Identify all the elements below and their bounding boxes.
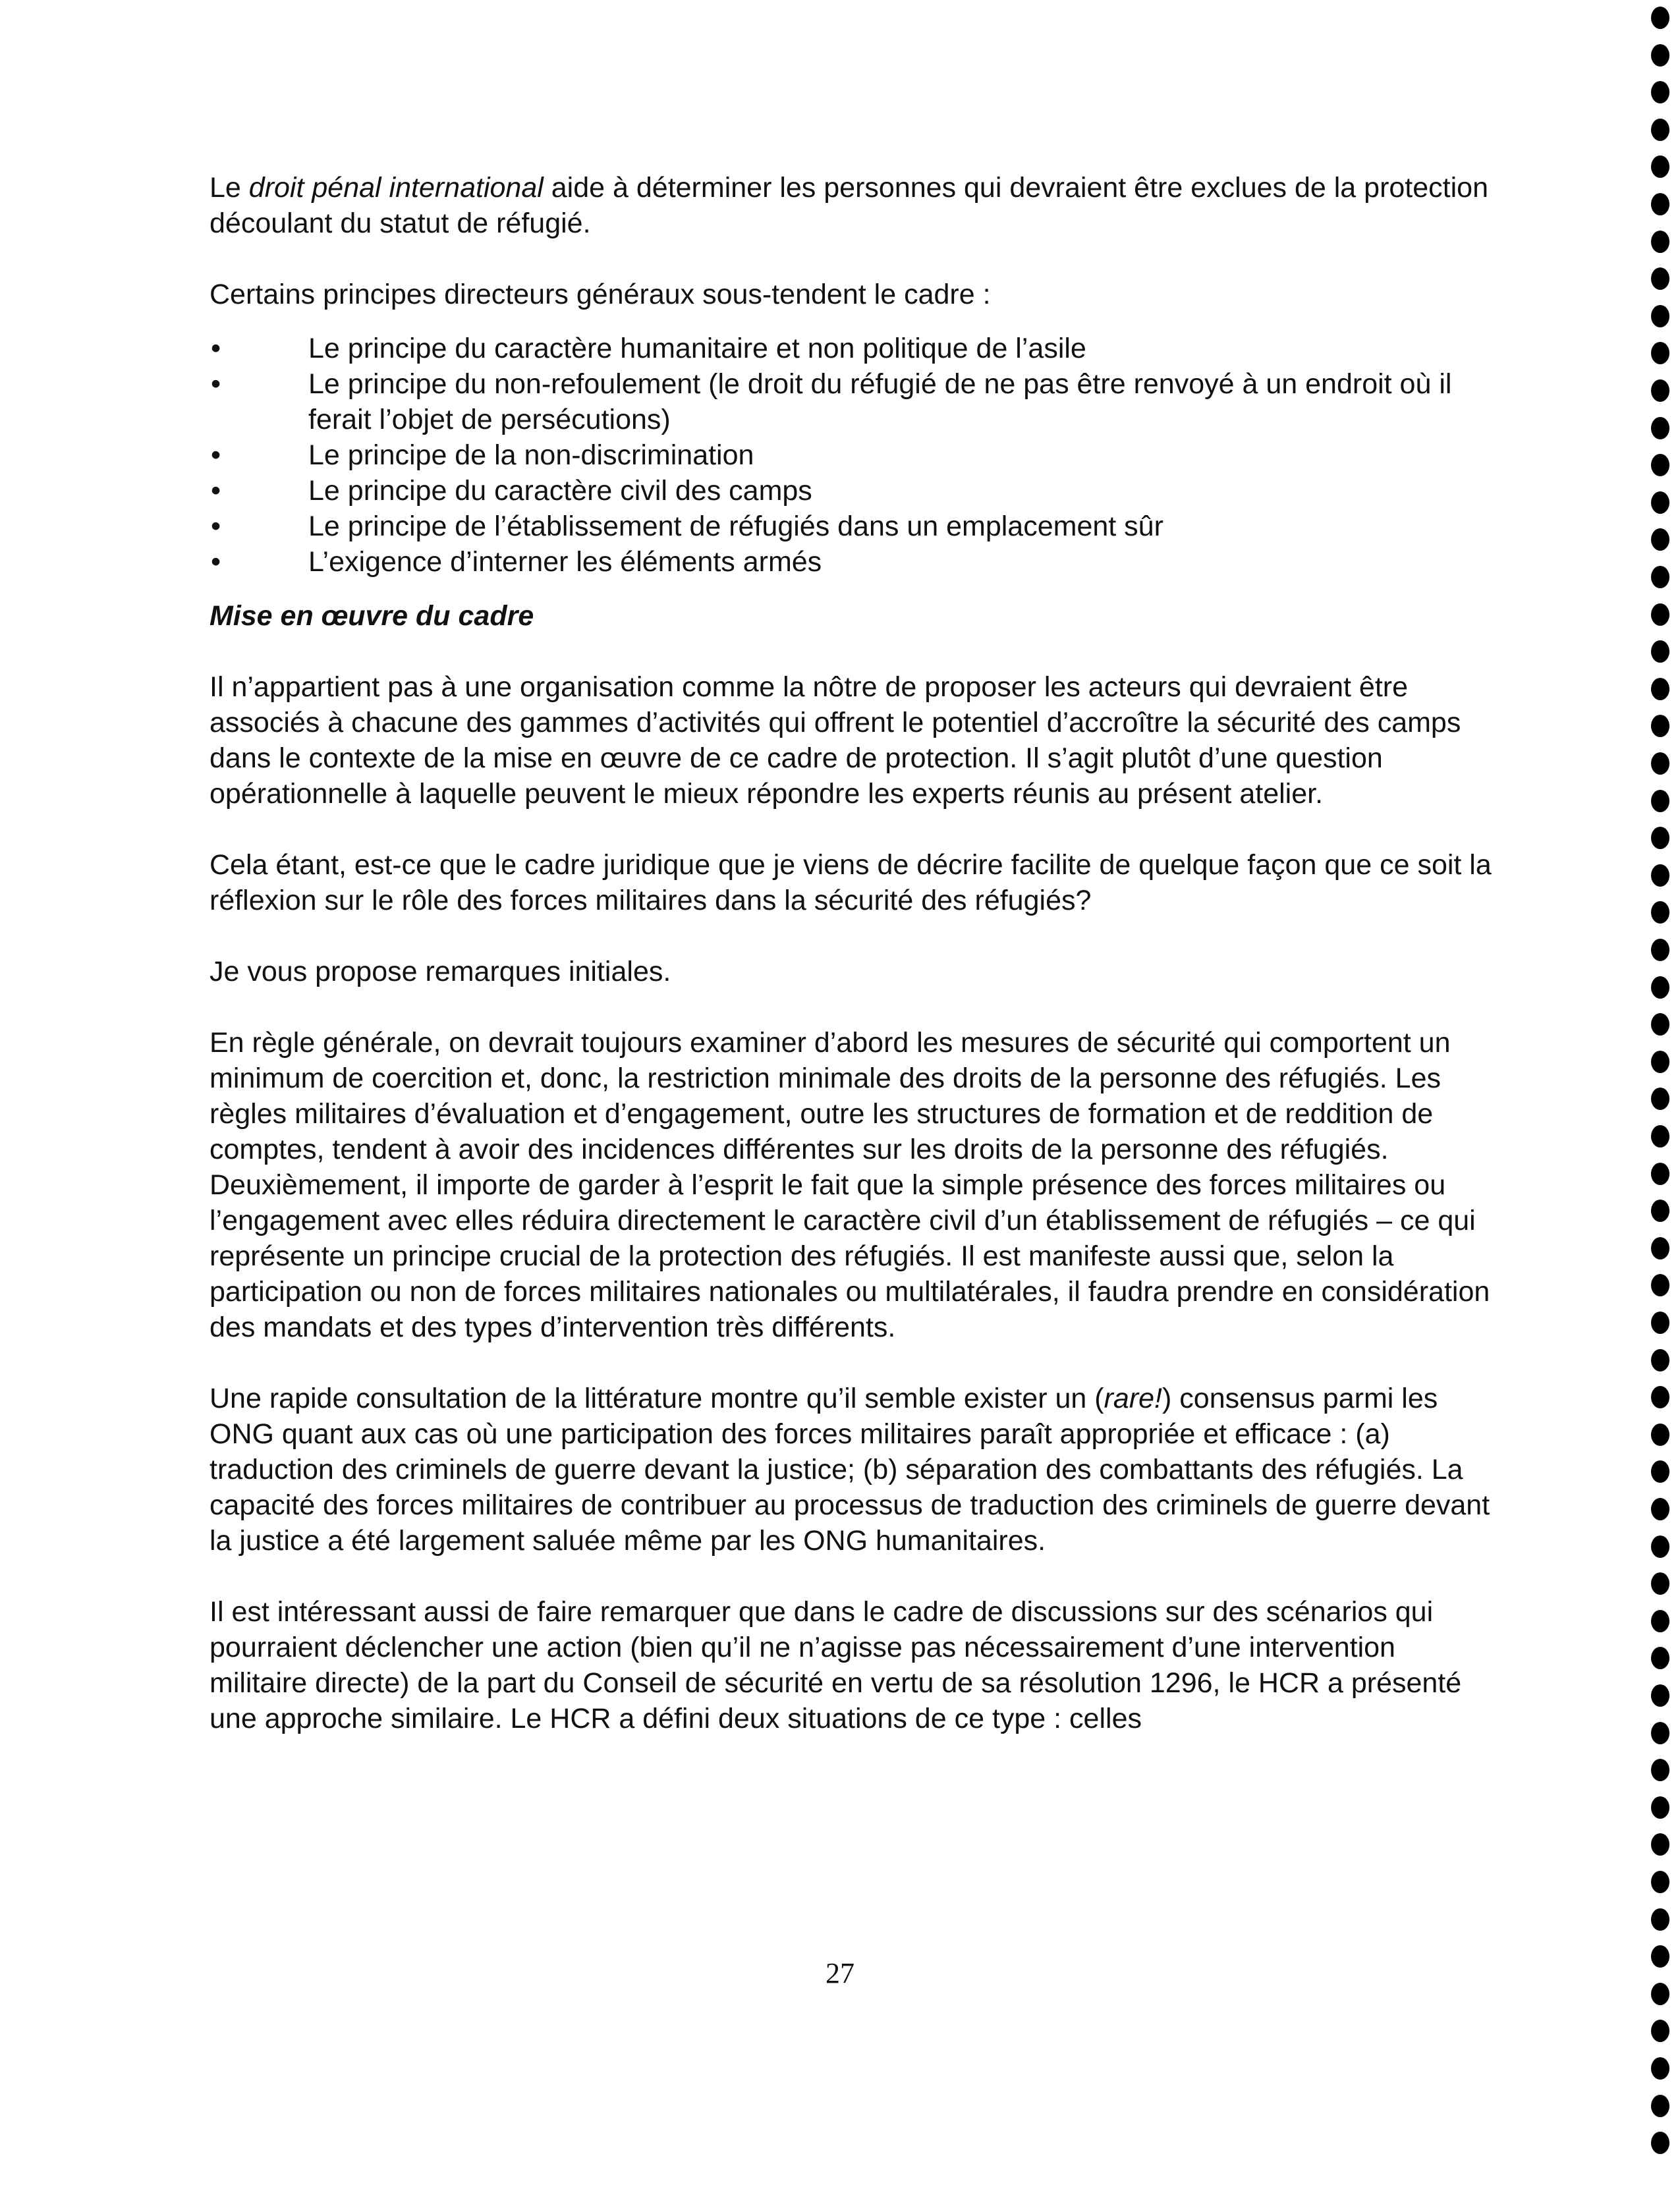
bullet-icon: • [211, 475, 221, 507]
list-item-text: Le principe de l’établissement de réfugiés dans un emplacement sûr [308, 511, 1163, 542]
paragraph-8: Il est intéressant aussi de faire remarquer que dans le cadre de discussions sur des scénarios qui pourraient déclencher une action (bien qu’il ne n’agisse pas nécessairement d’une intervention militaire directe) de la part du Conseil de sécurité en vertu de sa résolution 1296, le HCR a présenté une approche similaire. Le HCR a défini deux situations de ce type : celles [210, 1596, 1462, 1734]
binding-hole-icon [1651, 2020, 1669, 2042]
binding-hole-icon [1651, 454, 1669, 476]
binding-hole-icon [1651, 827, 1669, 849]
list-item-text: Le principe du caractère civil des camps [308, 475, 812, 507]
binding-hole-icon [1651, 2095, 1669, 2117]
binding-hole-icon [1651, 342, 1669, 364]
binding-hole-icon [1651, 155, 1669, 178]
binding-hole-icon [1651, 491, 1669, 514]
paragraph-7-text: Une rapide consultation de la littérature montre qu’il semble exister un ( [210, 1383, 1104, 1414]
binding-hole-icon [1651, 193, 1669, 215]
list-item [210, 437, 1494, 473]
paragraph-1-text: Le [210, 172, 249, 204]
binding-hole-icon [1651, 1013, 1669, 1036]
list-item [210, 544, 1494, 580]
binding-hole-icon [1651, 1088, 1669, 1110]
paragraph-1-text-end: aide à déterminer les personnes qui devraient être exclues de la protection découlant du statut de réfugié. [210, 172, 1488, 239]
binding-hole-icon [1651, 901, 1669, 924]
binding-holes [1634, 0, 1680, 2185]
list-item [210, 473, 1494, 509]
binding-hole-icon [1651, 1424, 1669, 1446]
binding-hole-icon [1651, 231, 1669, 253]
list-item-text: Le principe du non-refoulement (le droit du réfugié de ne pas être renvoyé à un endroit où il ferait l’objet de persécutions) [308, 368, 1452, 435]
binding-hole-icon [1651, 603, 1669, 626]
binding-hole-icon [1651, 1312, 1669, 1334]
binding-hole-icon [1651, 1237, 1669, 1259]
binding-hole-icon [1651, 267, 1669, 290]
paragraph-2: Certains principes directeurs généraux sous-tendent le cadre : [210, 279, 991, 310]
binding-hole-icon [1651, 976, 1669, 999]
binding-hole-icon [1651, 566, 1669, 588]
paragraph-4: Cela étant, est-ce que le cadre juridique que je viens de décrire facilite de quelque façon que ce soit la réflexion sur le rôle des forces militaires dans la sécurité des réfugiés? [210, 849, 1492, 916]
binding-hole-icon [1651, 1871, 1669, 1893]
binding-hole-icon [1651, 1722, 1669, 1744]
list-item-text: Le principe du caractère humanitaire et non politique de l’asile [308, 333, 1086, 364]
binding-hole-icon [1651, 7, 1669, 29]
binding-hole-icon [1651, 1498, 1669, 1520]
binding-hole-icon [1651, 1535, 1669, 1558]
bullet-icon: • [211, 368, 221, 400]
bullet-icon: • [211, 511, 221, 542]
binding-hole-icon [1651, 939, 1669, 961]
binding-hole-icon [1651, 1647, 1669, 1669]
binding-hole-icon [1651, 1460, 1669, 1483]
binding-hole-icon [1651, 2057, 1669, 2080]
binding-hole-icon [1651, 1349, 1669, 1371]
paragraph-1-italic: droit pénal international [248, 172, 544, 204]
binding-hole-icon [1651, 1274, 1669, 1296]
binding-hole-icon [1651, 640, 1669, 663]
binding-hole-icon [1651, 1945, 1669, 1968]
binding-hole-icon [1651, 44, 1669, 67]
paragraph-7 [210, 1381, 1494, 1559]
binding-hole-icon [1651, 528, 1669, 551]
binding-hole-icon [1651, 1983, 1669, 2005]
list-item [210, 366, 1494, 437]
list-item [210, 509, 1494, 544]
paragraph-6: En règle générale, on devrait toujours examiner d’abord les mesures de sécurité qui comportent un minimum de coercition et, donc, la restriction minimale des droits de la personne des réfugiés. Les règles militaires d’évaluation et d’engagement, outre les structures de formation et de reddition de comptes, tendent à avoir des incidences différentes sur les droits de la personne des réfugiés. Deuxièmement, il importe de garder à l’esprit le fait que la simple présence des forces militaires ou l’engagement avec elles réduira directement le caractère civil d’un établissement de réfugiés – ce qui représente un principe crucial de la protection des réfugiés. Il est manifeste aussi que, selon la participation ou non de forces militaires nationales ou multilatérales, il faudra prendre en considération des mandats et des types d’intervention très différents. [210, 1027, 1490, 1343]
paragraph-1 [210, 170, 1494, 241]
bullet-icon: • [211, 439, 221, 471]
binding-hole-icon [1651, 1200, 1669, 1222]
binding-hole-icon [1651, 715, 1669, 737]
list-item-text: Le principe de la non-discrimination [308, 439, 754, 471]
binding-hole-icon [1651, 1163, 1669, 1185]
section-heading: Mise en œuvre du cadre [210, 600, 534, 632]
binding-hole-icon [1651, 1386, 1669, 1408]
paragraph-3: Il n’appartient pas à une organisation comme la nôtre de proposer les acteurs qui devraient être associés à chacune des gammes d’activités qui offrent le potentiel d’accroître la sécurité des camps dans le contexte de la mise en œuvre de ce cadre de protection. Il s’agit plutôt d’une question opérationnelle à laquelle peuvent le mieux répondre les experts réunis au présent atelier. [210, 671, 1461, 810]
list-item [210, 331, 1494, 366]
binding-hole-icon [1651, 305, 1669, 327]
binding-hole-icon [1651, 1684, 1669, 1707]
binding-hole-icon [1651, 1759, 1669, 1781]
document-body [210, 170, 1494, 1736]
binding-hole-icon [1651, 379, 1669, 402]
binding-hole-icon [1651, 1796, 1669, 1819]
binding-hole-icon [1651, 417, 1669, 439]
binding-hole-icon [1651, 1051, 1669, 1073]
binding-hole-icon [1651, 1833, 1669, 1856]
binding-hole-icon [1651, 1125, 1669, 1148]
binding-hole-icon [1651, 678, 1669, 700]
page-number: 27 [826, 1957, 854, 1989]
binding-hole-icon [1651, 81, 1669, 103]
binding-hole-icon [1651, 1572, 1669, 1595]
paragraph-5: Je vous propose remarques initiales. [210, 956, 671, 987]
binding-hole-icon [1651, 790, 1669, 812]
principles-list [210, 331, 1494, 580]
binding-hole-icon [1651, 752, 1669, 775]
paragraph-7-text-end: ) consensus parmi les ONG quant aux cas où une participation des forces militaires paraît appropriée et efficace : (a) traduction des criminels de guerre devant la justice; (b) séparation des combattants des réfugiés. La capacité des forces militaires de contribuer au processus de traduction des criminels de guerre devant la justice a été largement saluée même par les ONG humanitaires. [210, 1383, 1490, 1557]
list-item-text: L’exigence d’interner les éléments armés [308, 546, 822, 578]
binding-hole-icon [1651, 2132, 1669, 2154]
binding-hole-icon [1651, 119, 1669, 141]
paragraph-7-italic: rare! [1104, 1383, 1163, 1414]
bullet-icon: • [211, 546, 221, 578]
bullet-icon: • [211, 333, 221, 364]
binding-hole-icon [1651, 864, 1669, 887]
binding-hole-icon [1651, 1610, 1669, 1632]
binding-hole-icon [1651, 1908, 1669, 1931]
